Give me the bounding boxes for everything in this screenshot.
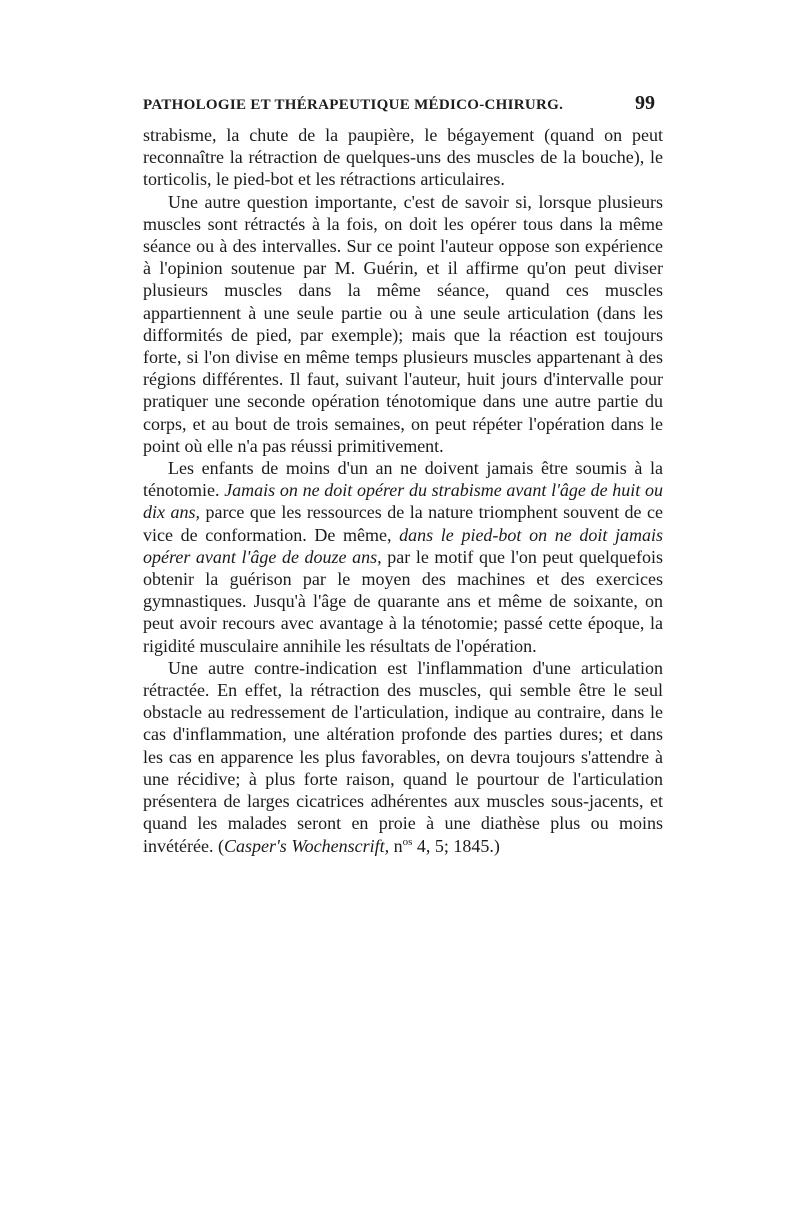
- paragraph-continuation: strabisme, la chute de la paupière, le bégayement (quand on peut reconnaître la rétraction de quelques-uns des muscles de la bouche), le torticolis, le pied-bot et les rétractions articulaires.: [143, 125, 663, 190]
- citation-end: 4, 5; 1845.): [412, 835, 500, 856]
- paragraph-age-limits: [143, 457, 663, 657]
- paragraph-multiple-muscles: Une autre question importante, c'est de savoir si, lorsque plusieurs muscles sont rétractés à la fois, on doit les opérer tous dans la même séance ou à des intervalles. Sur ce point l'auteur oppose son expérience à l'opinion soutenue par M. Guérin, et il affirme qu'on peut diviser plusieurs muscles dans la même séance, quand ces muscles appartiennent à une seule partie ou à une seule articulation (dans les difformités de pied, par exemple); mais que la réaction est toujours forte, si l'on divise en même temps plusieurs muscles appartenant à des régions différentes. Il faut, suivant l'auteur, huit jours d'intervalle pour pratiquer une seconde opération ténotomique dans une autre partie du corps, et au bout de trois semaines, on peut répéter l'opération dans le point où elle n'a pas réussi primitivement.: [143, 191, 663, 456]
- citation-nos-superscript: os: [402, 835, 413, 848]
- contra-indication-text: Une autre contre-indication est l'inflammation d'une articulation rétractée. En effet, la rétraction des muscles, qui semble être le seul obstacle au redressement de l'articulation, indique au contraire, dans le cas d'inflammation, une altération profonde des parties dures; et dans les cas en apparence les plus favorables, on devra toujours s'attendre à une récidive; à plus forte raison, quand le pourtour de l'articulation présentera de larges cicatrices adhérentes aux muscles sous-jacents, et quand les malades seront en proie à une diathèse plus ou moins invétérée. (: [143, 657, 663, 856]
- paragraph-contra-indication: [143, 657, 663, 857]
- body-text: [143, 124, 663, 857]
- running-title: PATHOLOGIE ET THÉRAPEUTIQUE MÉDICO-CHIRURG.: [143, 97, 564, 113]
- citation-journal: Casper's Wochenscrift,: [223, 835, 390, 856]
- age-limits-italic-strabismus: Jamais on ne doit opérer du strabisme avant l'âge de huit ou dix ans,: [143, 480, 663, 523]
- age-limits-text-3: par le motif que l'on peut quelquefois obtenir la guérison par le moyen des machines et des exercices gymnastiques. Jusqu'à l'âge de quarante ans et même de soixante, on peut avoir recours avec avantage à la ténotomie; passé cette époque, la rigidité musculaire annihile les résultats de l'opération.: [143, 546, 664, 656]
- page-number: 99: [635, 92, 655, 114]
- age-limits-italic-pied-bot: dans le pied-bot on ne doit jamais opérer avant l'âge de douze ans,: [143, 524, 664, 567]
- age-limits-text-1: Les enfants de moins d'un an ne doivent jamais être soumis à la ténotomie.: [143, 458, 663, 501]
- age-limits-text-2: parce que les ressources de la nature triomphent souvent de ce vice de conformation. De même,: [143, 502, 663, 545]
- citation-nos: n: [389, 835, 403, 856]
- running-head: [143, 92, 655, 118]
